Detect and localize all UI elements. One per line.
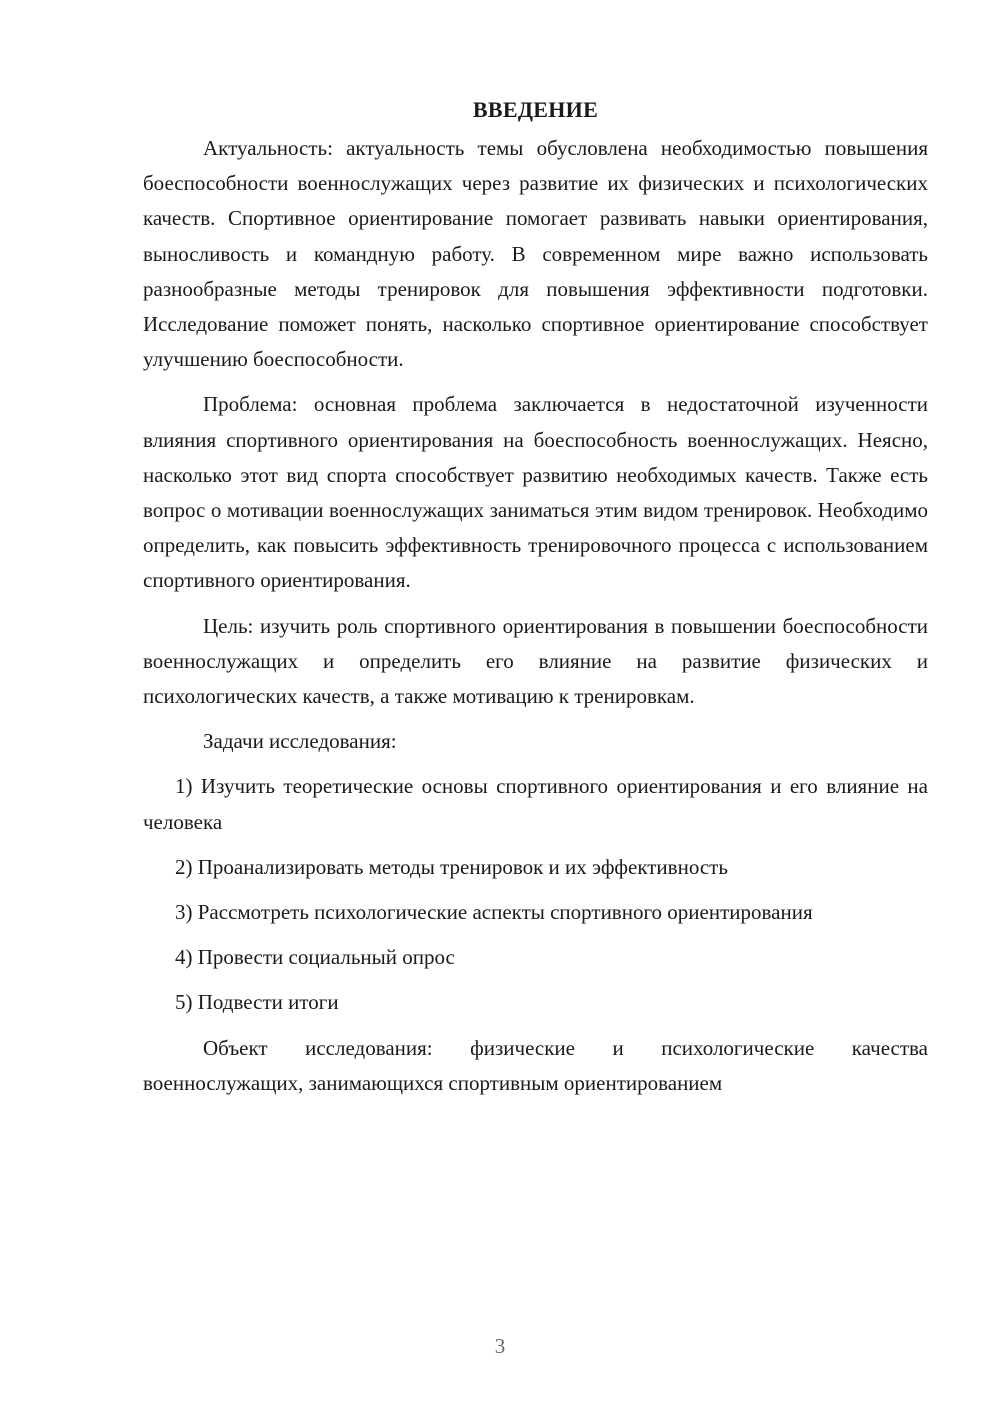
page-number: 3	[494, 1334, 506, 1358]
tasks-heading: Задачи исследования:	[203, 729, 397, 754]
object-paragraph: Объект исследования: физические и психологические качества военнослужащих, занимающихся спортивным ориентированием	[143, 1035, 928, 1095]
task-item-1: 1) Изучить теоретические основы спортивного ориентирования и его влияние на человека	[143, 774, 928, 834]
problem-paragraph: Проблема: основная проблема заключается в недостаточной изученности влияния спортивного ориентирования на боеспособность военнослужащих. Неясно, насколько этот вид спорта способствует развитию необходимых качеств. Также есть вопрос о мотивации военнослужащих заниматься этим видом тренировок. Необходимо определить, как повысить эффективность тренировочного процесса с использованием спортивного ориентирования.	[143, 392, 928, 593]
goal-paragraph: Цель: изучить роль спортивного ориентирования в повышении боеспособности военнослужащих и определить его влияние на развитие физических и психологических качеств, а также мотивацию к тренировкам.	[143, 613, 928, 709]
task-item-4: 4) Провести социальный опрос	[175, 945, 455, 970]
task-item-2: 2) Проанализировать методы тренировок и их эффективность	[175, 854, 728, 879]
task-item-3: 3) Рассмотреть психологические аспекты спортивного ориентирования	[175, 900, 813, 925]
document-page	[143, 92, 928, 1111]
section-title: ВВЕДЕНИЕ	[472, 97, 599, 122]
relevance-paragraph: Актуальность: актуальность темы обусловлена необходимостью повышения боеспособности военнослужащих через развитие их физических и психологических качеств. Спортивное ориентирование помогает развивать навыки ориентирования, выносливость и командную работу. В современном мире важно использовать разнообразные методы тренировок для повышения эффективности подготовки. Исследование поможет понять, насколько спортивное ориентирование способствует улучшению боеспособности.	[143, 136, 928, 372]
task-item-5: 5) Подвести итоги	[175, 990, 339, 1015]
